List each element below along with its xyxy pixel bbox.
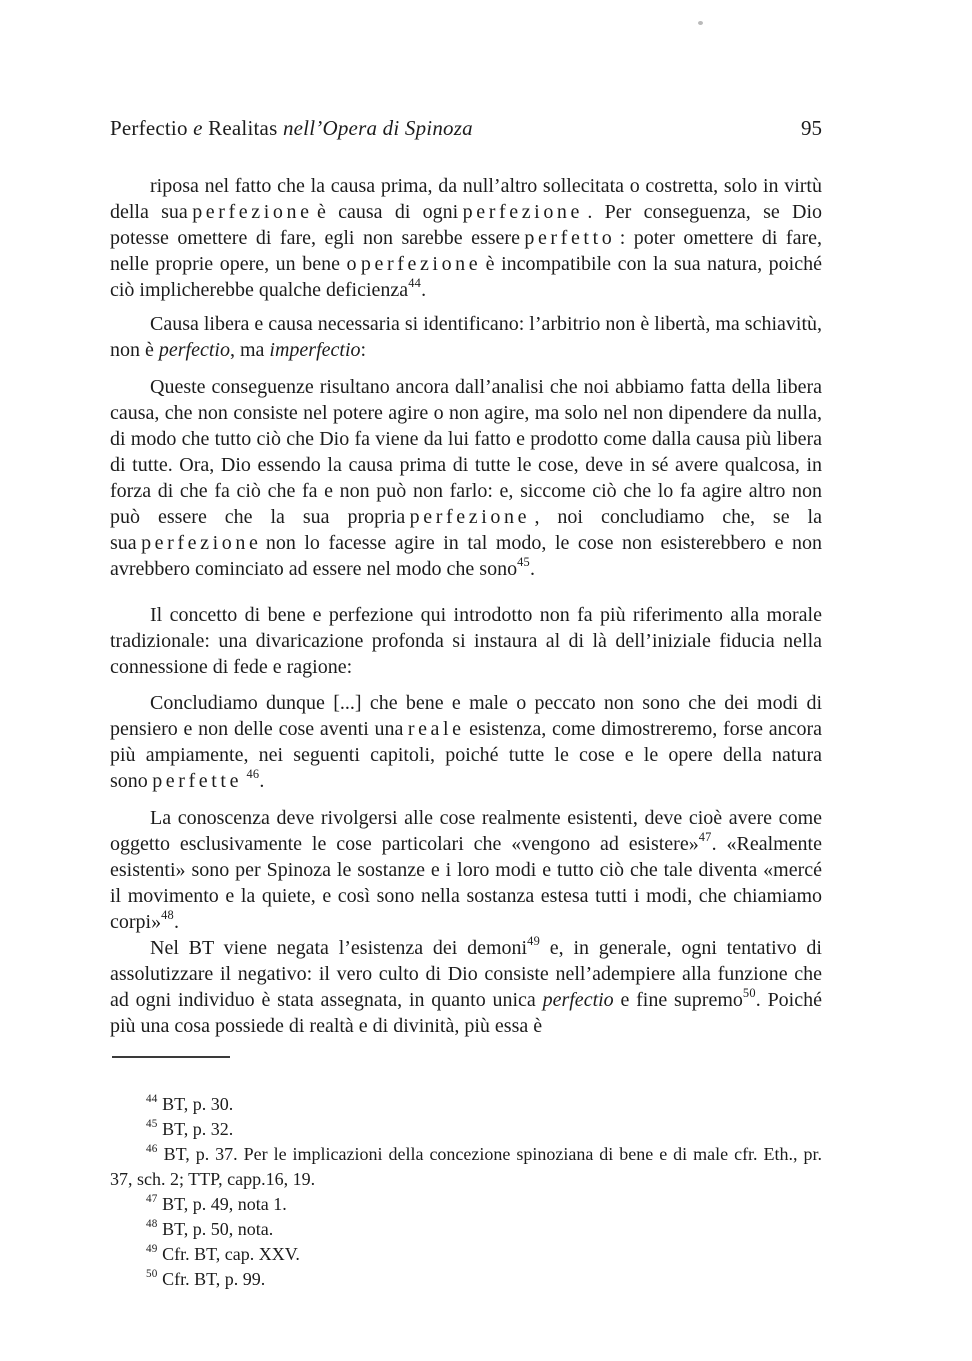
paragraph (110, 311, 822, 363)
footnote-ref: 44 (408, 276, 422, 291)
emphasized-text: perfezione (360, 253, 482, 275)
text-run: . (421, 279, 427, 301)
text-run: La conoscenza deve rivolgersi alle cose realmente esistenti, deve cioè avere come oggetto esclusivamente le cose particolari che «vengono ad esistere» (110, 807, 822, 855)
footnote-number: 47 (146, 1192, 158, 1205)
text-run: e fine supremo (613, 989, 743, 1011)
footnote-number: 46 (146, 1142, 158, 1155)
page-number: 95 (801, 116, 822, 140)
page-content (110, 116, 822, 1039)
text-run: . (529, 558, 535, 580)
footnote-ref: 50 (742, 986, 756, 1001)
italic-text: perfectio (542, 989, 614, 1011)
text-run: . (259, 770, 265, 792)
footnote-ref: 47 (698, 830, 712, 845)
footnote-ref: 48 (161, 908, 174, 923)
footnote: $^{44}$ BT, p. 30. (146, 1092, 234, 1114)
text-run: esistenza, come dimostreremo, forse ancora più ampiamente, nei seguenti capitoli, poiché tutte le cose e le opere della natura sono (110, 718, 823, 792)
paragraph (110, 173, 822, 303)
text-run: , ma (229, 339, 270, 361)
footnote-number: 48 (146, 1217, 158, 1230)
text-run: Queste conseguenze risultano ancora dall’analisi che noi abbiamo fatta della libera causa, che non consiste nel potere agire o non agire, ma solo nel non dipendere da nulla, di modo che tutto ciò che Dio fa viene da lui fatto e prodotto come dalla causa più libera di tutte. Ora, Dio essendo la causa prima di tutte le cose, deve in sé avere qualcosa, in forza di che fa ciò che fa e non può non farlo: e, siccome ciò che lo fa agire altro non può essere che la sua propria (110, 376, 822, 528)
text-run: . Per conseguenza, se Dio potesse omettere di fare, egli non sarebbe essere (110, 201, 823, 249)
emphasized-text: perfette (152, 770, 243, 792)
footnotes (110, 1056, 822, 1292)
footnote: $^{50}$ Cfr. BT, p. 99. (146, 1267, 266, 1289)
page-title (110, 116, 473, 141)
footnote-list (110, 1092, 822, 1292)
text-run: non lo facesse agire in tal modo, le cose non esisterebbero e non avrebbero cominciato ad essere nel modo che sono (110, 532, 822, 580)
text-run: è causa di ogni (316, 201, 459, 223)
text-run: Perfectio (110, 116, 194, 140)
text-run: Nel BT viene negata l’esistenza dei demoni (150, 937, 528, 959)
text-run: . Poiché più una cosa possiede di realtà e di divinità, più essa è (110, 989, 822, 1037)
emphasized-text: perfezione (141, 532, 262, 554)
footnote-number: 44 (146, 1092, 158, 1105)
text-run: riposa nel fatto che la causa prima, da null’altro sollecitata o costretta, solo in virtù della sua (110, 175, 822, 223)
italic-text: e (193, 116, 203, 140)
text-run: . (173, 911, 179, 933)
footnote-number: 49 (146, 1242, 158, 1255)
emphasized-text: perfezione (409, 506, 531, 528)
text-run: Il concetto di bene e perfezione qui introdotto non fa più riferimento alla morale tradizionale: una divaricazione profonda si instaura al di là dell’iniziale fiducia nella connessione di fede e ragione: (110, 604, 822, 678)
emphasized-text: perfetto (524, 227, 616, 249)
page-header (110, 116, 822, 141)
footnote-number: 45 (146, 1117, 158, 1130)
text-run: Concludiamo dunque [...] che bene e male o peccato non sono che dei modi di pensiero e non delle cose aventi una (110, 692, 822, 740)
footnote-separator (112, 1056, 230, 1058)
paragraph (110, 805, 822, 935)
footnote-number: 50 (146, 1267, 158, 1280)
footnote: $^{45}$ BT, p. 32. (146, 1117, 234, 1139)
italic-text: imperfectio (269, 339, 361, 361)
text-run: : (360, 339, 367, 361)
footnote: $^{49}$ Cfr. BT, cap. XXV. (146, 1242, 300, 1264)
emphasized-text: reale (407, 718, 465, 740)
text-run: . «Realmente esistenti» sono per Spinoza le sostanze e i loro modi e tutto ciò che tale diventa «mercé il movimento e la quiete, e così sono nella sostanza estesa tutti i modi, che chiamiamo corpi» (110, 833, 822, 933)
footnote-ref: 49 (527, 934, 541, 949)
body-text (110, 173, 822, 1039)
text-run: e, in generale, ogni tentativo di assolutizzare il negativo: il vero culto di Dio consiste nell’adempiere alla funzione che ad ogni individuo è stata assegnata, in quanto unica (110, 937, 822, 1011)
text-run: Causa libera e causa necessaria si identificano: l’arbitrio non è libertà, ma schiavitù, non è (110, 313, 822, 361)
footnote: $^{47}$ BT, p. 49, nota 1. (146, 1192, 287, 1214)
scan-speck (698, 21, 703, 25)
text-run: è incompatibile con la sua natura, poiché ciò implicherebbe qualche deficienza (110, 253, 822, 301)
footnote: $^{48}$ BT, p. 50, nota. (146, 1217, 274, 1239)
footnote-ref: 46 (246, 767, 260, 782)
text-run: Realitas (202, 116, 283, 140)
emphasized-text: perfezione (462, 201, 584, 223)
italic-text: nell’Opera di Spinoza (282, 116, 473, 140)
emphasized-text: perfezione (192, 201, 313, 223)
text-run: , noi concludiamo che, se la sua (110, 506, 822, 554)
text-run: : poter omettere di fare, nelle proprie opere, un bene o (110, 227, 823, 275)
paragraph (110, 690, 822, 794)
paragraph (110, 935, 822, 1039)
paragraph (110, 602, 822, 680)
footnote-ref: 45 (517, 555, 530, 570)
paragraph (110, 374, 822, 582)
italic-text: perfectio (158, 339, 230, 361)
footnote: $^{46}$ BT, p. 37. Per le implicazioni della concezione spinoziana di bene e di male cfr. Eth., pr. 37, sch. 2; TTP, capp.16, 19. (110, 1142, 822, 1189)
